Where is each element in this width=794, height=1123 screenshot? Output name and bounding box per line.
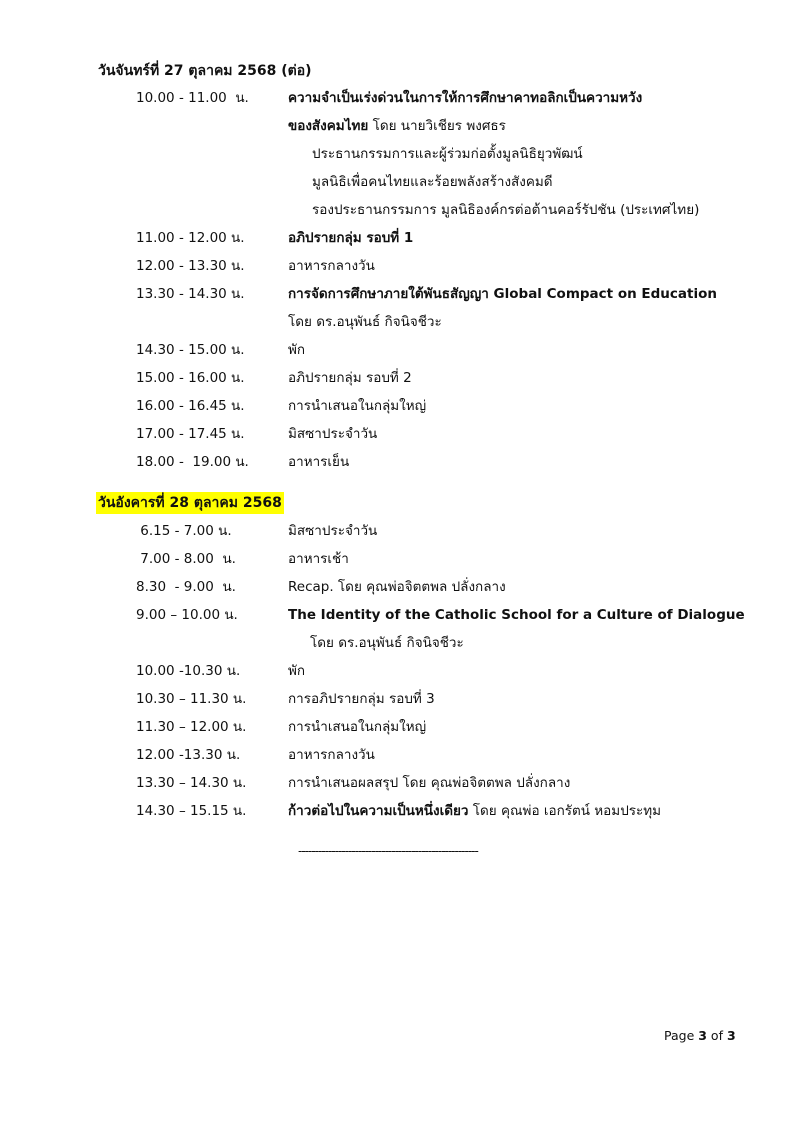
row-speaker: โดย คุณพ่อ เอกรัตน์ หอมประทุม: [468, 803, 662, 819]
row-time: 17.00 - 17.45 น.: [136, 426, 245, 442]
schedule-row: [0, 254, 794, 278]
schedule-row: [0, 603, 794, 627]
row-speaker: โดย นายวิเชียร พงศธร: [368, 118, 506, 134]
row-time: 11.00 - 12.00 น.: [136, 230, 245, 246]
day2-heading: วันอังคารที่ 28 ตุลาคม 2568: [96, 492, 284, 514]
schedule-row: [0, 338, 794, 362]
row-time: 13.30 – 14.30 น.: [136, 775, 247, 791]
row-time: 6.15 - 7.00 น.: [136, 523, 232, 539]
row-desc: มิสซาประจำวัน: [288, 426, 378, 442]
schedule-row: [0, 142, 794, 166]
row-desc: [288, 114, 506, 138]
row-desc: [288, 799, 661, 823]
row-title: ของสังคมไทย: [288, 118, 369, 134]
row-desc: พัก: [288, 342, 306, 358]
row-desc: Recap. โดย คุณพ่อจิตตพล ปลั่งกลาง: [288, 579, 506, 595]
schedule-row: [0, 170, 794, 194]
row-desc: โดย ดร.อนุพันธ์ กิจนิจชีวะ: [310, 635, 464, 651]
row-time: 11.30 – 12.00 น.: [136, 719, 247, 735]
row-desc: โดย ดร.อนุพันธ์ กิจนิจชีวะ: [288, 314, 442, 330]
row-title: ความจำเป็นเร่งด่วนในการให้การศึกษาคาทอลิกเป็นความหวัง: [288, 90, 643, 106]
schedule-row: [0, 310, 794, 334]
row-time: 8.30 - 9.00 น.: [136, 579, 236, 595]
row-title: ก้าวต่อไปในความเป็นหนึ่งเดียว: [288, 803, 469, 819]
row-desc: อาหารเย็น: [288, 454, 350, 470]
row-title: The Identity of the Catholic School for a Culture of Dialogue: [288, 607, 745, 623]
row-desc: อาหารเช้า: [288, 551, 349, 567]
schedule-row: [0, 282, 794, 306]
schedule-row: [0, 198, 794, 222]
footer-prefix: Page: [664, 1028, 699, 1043]
footer-middle: of: [706, 1028, 727, 1043]
row-time: 12.00 -13.30 น.: [136, 747, 241, 763]
row-desc: มูลนิธิเพื่อคนไทยและร้อยพลังสร้างสังคมดี: [312, 174, 553, 190]
row-time: 7.00 - 8.00 น.: [136, 551, 236, 567]
schedule-row: [0, 114, 794, 138]
row-time: 15.00 - 16.00 น.: [136, 370, 245, 386]
row-desc: อภิปรายกลุ่ม รอบที่ 2: [288, 370, 412, 386]
row-title: อภิปรายกลุ่ม รอบที่ 1: [288, 230, 414, 246]
schedule-row: [0, 86, 794, 110]
row-time: 18.00 - 19.00 น.: [136, 454, 249, 470]
section-divider: ------------------------------------------------------: [298, 844, 478, 858]
row-time: 16.00 - 16.45 น.: [136, 398, 245, 414]
schedule-row: [0, 743, 794, 767]
row-desc: มิสซาประจำวัน: [288, 523, 378, 539]
schedule-row: [0, 366, 794, 390]
schedule-row: [0, 519, 794, 543]
row-time: 12.00 - 13.30 น.: [136, 258, 245, 274]
row-desc: อาหารกลางวัน: [288, 747, 375, 763]
row-time: 10.00 -10.30 น.: [136, 663, 241, 679]
row-desc: รองประธานกรรมการ มูลนิธิองค์กรต่อต้านคอร์รัปชัน (ประเทศไทย): [312, 202, 700, 218]
day1-heading: วันจันทร์ที่ 27 ตุลาคม 2568 (ต่อ): [98, 63, 312, 79]
schedule-row: [0, 226, 794, 250]
row-time: 13.30 - 14.30 น.: [136, 286, 245, 302]
page-footer: [664, 1028, 736, 1043]
schedule-row: [0, 799, 794, 823]
schedule-row: [0, 631, 794, 655]
schedule-row: [0, 394, 794, 418]
schedule-row: [0, 450, 794, 474]
row-desc: การอภิปรายกลุ่ม รอบที่ 3: [288, 691, 435, 707]
row-desc: การนำเสนอในกลุ่มใหญ่: [288, 719, 427, 735]
row-time: 14.30 - 15.00 น.: [136, 342, 245, 358]
schedule-row: [0, 771, 794, 795]
row-desc: การนำเสนอผลสรุป โดย คุณพ่อจิตตพล ปลั่งกลาง: [288, 775, 571, 791]
schedule-row: [0, 659, 794, 683]
row-desc: ประธานกรรมการและผู้ร่วมก่อตั้งมูลนิธิยุวพัฒน์: [312, 146, 583, 162]
row-time: 10.00 - 11.00 น.: [136, 90, 249, 106]
footer-page-number: 3: [698, 1028, 707, 1043]
row-desc: อาหารกลางวัน: [288, 258, 375, 274]
schedule-row: [0, 715, 794, 739]
schedule-row: [0, 422, 794, 446]
row-desc: พัก: [288, 663, 306, 679]
schedule-row: [0, 547, 794, 571]
row-title: การจัดการศึกษาภายใต้พันธสัญญา Global Compact on Education: [288, 286, 717, 302]
schedule-row: [0, 687, 794, 711]
footer-page-total: 3: [726, 1028, 736, 1043]
row-time: 9.00 – 10.00 น.: [136, 607, 238, 623]
row-desc: การนำเสนอในกลุ่มใหญ่: [288, 398, 427, 414]
row-time: 14.30 – 15.15 น.: [136, 803, 247, 819]
row-time: 10.30 – 11.30 น.: [136, 691, 247, 707]
schedule-row: [0, 575, 794, 599]
